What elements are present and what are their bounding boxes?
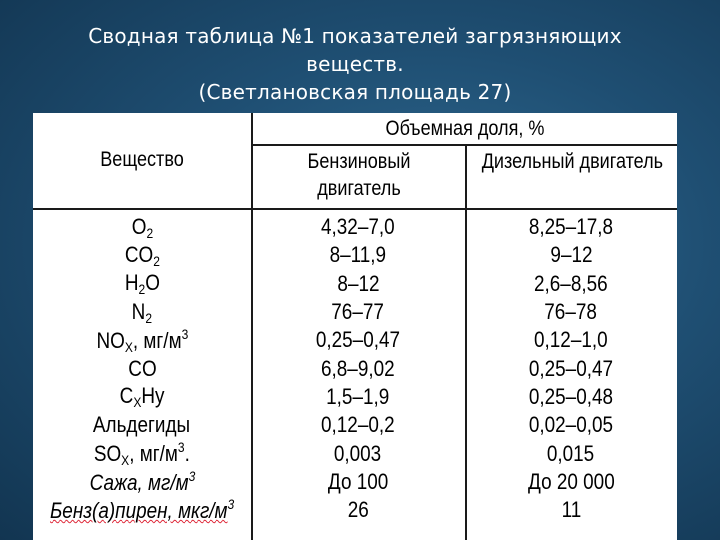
- cell-petrol: 76–77: [331, 299, 385, 325]
- header-volume-fraction: Объемная доля, %: [385, 117, 545, 140]
- table-rule: [251, 144, 677, 146]
- cell-substance: CO: [127, 355, 157, 381]
- cell-substance: $CO_2$: [124, 241, 160, 269]
- cell-diesel: До 20 000: [527, 468, 615, 494]
- cell-substance: Альдегиды: [93, 412, 191, 438]
- cell-petrol: 1,5–1,9: [326, 383, 390, 409]
- cell-diesel: 2,6–8,56: [534, 270, 608, 296]
- header-diesel-engine: Дизельный двигатель: [481, 150, 664, 173]
- title-line-3: (Светлановская площадь 27): [198, 80, 512, 104]
- cell-diesel: 9–12: [549, 242, 593, 268]
- table-row: [33, 270, 677, 298]
- cell-petrol: 4,32–7,0: [321, 214, 395, 240]
- cell-petrol: 0,12–0,2: [321, 412, 395, 438]
- table-row: [33, 326, 677, 354]
- table-row: [33, 298, 677, 326]
- table-row: [33, 383, 677, 411]
- table-row: [33, 439, 677, 467]
- table-row: [33, 213, 677, 241]
- cell-diesel: 11: [561, 497, 581, 523]
- slide-title: [40, 22, 670, 106]
- cell-diesel: 0,12–1,0: [534, 327, 608, 353]
- cell-substance: $H_2O$: [124, 270, 160, 298]
- cell-petrol: 0,25–0,47: [315, 327, 401, 353]
- cell-substance: $SO_X$, $мг/м^3$.: [93, 439, 191, 469]
- cell-petrol: 0,003: [334, 440, 382, 466]
- cell-petrol: 26: [347, 497, 369, 523]
- table-body: [33, 213, 677, 524]
- cell-diesel: 0,015: [547, 440, 595, 466]
- cell-substance: $NO_X$, $мг/м^3$: [96, 325, 188, 355]
- table-row: [33, 354, 677, 382]
- cell-substance: $C_XHy$: [119, 383, 165, 411]
- table-rule: [33, 208, 677, 210]
- table-row: [33, 411, 677, 439]
- cell-diesel: 0,25–0,47: [528, 355, 614, 381]
- cell-diesel: 0,25–0,48: [528, 383, 614, 409]
- cell-substance: $N_2$: [131, 298, 153, 326]
- pollutants-table: [33, 113, 677, 540]
- cell-diesel: 0,02–0,05: [528, 412, 614, 438]
- cell-petrol: 8–11,9: [329, 242, 387, 268]
- table-row: [33, 241, 677, 269]
- header-substance: Вещество: [100, 148, 184, 171]
- cell-diesel: 8,25–17,8: [528, 214, 614, 240]
- cell-petrol: До 100: [327, 468, 389, 494]
- title-line-2: веществ.: [306, 52, 404, 76]
- cell-diesel: 76–78: [544, 299, 598, 325]
- cell-petrol: 6,8–9,02: [321, 355, 395, 381]
- cell-substance: Сажа, $мг/м^3$: [89, 467, 195, 495]
- header-petrol-engine-line2: двигатель: [317, 177, 401, 200]
- cell-substance: $O_2$: [131, 213, 153, 241]
- table-row: [33, 496, 677, 524]
- table-row: [33, 468, 677, 496]
- title-line-1: Сводная таблица №1 показателей загрязняющих: [88, 24, 622, 48]
- header-petrol-engine-line1: Бензиновый: [307, 150, 411, 173]
- cell-petrol: 8–12: [336, 270, 380, 296]
- cell-substance: Бенз(а)пирен, мкг/$м^3$: [49, 496, 235, 524]
